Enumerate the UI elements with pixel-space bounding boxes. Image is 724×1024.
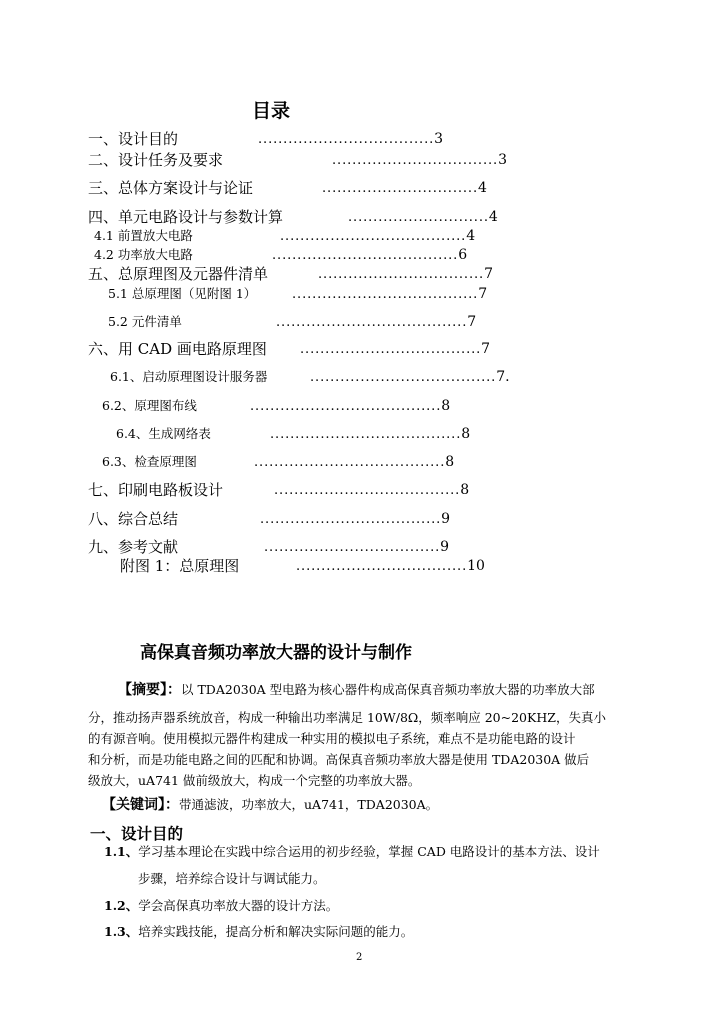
toc-entry-page: 8 — [445, 454, 455, 470]
toc-entry-leader: ......................................7 — [276, 314, 477, 330]
toc-entry-leader: .....................................7. — [310, 369, 510, 385]
toc-entry-label: 六、用 CAD 画电路原理图 — [88, 340, 267, 358]
toc-entry-label: 三、总体方案设计与论证 — [88, 179, 254, 197]
toc-entry-leader: .................................7 — [318, 266, 493, 282]
toc-entry-page: 7 — [478, 286, 488, 302]
toc-entry-page: 8 — [460, 482, 470, 498]
toc-entry-page: 8 — [461, 426, 471, 442]
toc-entry-page: 7 — [467, 314, 477, 330]
toc-entry-page: 6 — [458, 247, 468, 263]
abstract-line: 的有源音响。使用模拟元器件构建成一种实用的模拟电子系统，难点不是功能电路的设计 — [88, 731, 576, 746]
toc-entry-page: 3 — [434, 131, 444, 147]
toc-entry-leader: ....................................9 — [260, 511, 451, 527]
toc-entry-label: 4.2 功率放大电路 — [94, 247, 193, 262]
toc-entry-page: 3 — [498, 152, 507, 168]
toc-entry-label: 四、单元电路设计与参数计算 — [88, 208, 284, 226]
toc-entry-label: 七、印刷电路板设计 — [88, 481, 224, 499]
toc-entry-label: 5.1 总原理图（见附图 1） — [108, 286, 257, 301]
toc-entry-leader: .....................................6 — [272, 247, 468, 263]
toc-entry-label: 4.1 前置放大电路 — [94, 228, 193, 243]
toc-entry-label: 附图 1：总原理图 — [120, 557, 240, 575]
toc-entry-leader: ..................................10 — [296, 558, 485, 574]
list-item: 1.3、培养实践技能，提高分析和解决实际问题的能力。 — [104, 924, 414, 939]
toc-title: 目录 — [252, 100, 291, 122]
toc-entry-leader: ......................................8 — [250, 398, 451, 414]
toc-entry-leader: ...................................9 — [264, 539, 450, 555]
toc-entry-label: 6.3、检查原理图 — [102, 454, 197, 469]
toc-entry-page: 9 — [440, 539, 450, 555]
keywords-line: 【关键词】：带通滤波，功率放大，uA741，TDA2030A。 — [102, 797, 439, 813]
toc-entry-label: 6.2、原理图布线 — [102, 398, 197, 413]
toc-entry-page: 4 — [488, 209, 498, 225]
abstract-line: 分，推动扬声器系统放音，构成一种输出功率满足 10W/8Ω，频率响应 20~20KHZ，失真小 — [88, 710, 606, 725]
toc-entry-leader: ......................................8 — [254, 454, 455, 470]
toc-entry-page: 7 — [484, 266, 493, 282]
toc-entry-label: 八、综合总结 — [88, 510, 179, 528]
toc-entry-leader: ......................................8 — [270, 426, 471, 442]
toc-entry-leader: ....................................7 — [300, 341, 491, 357]
toc-entry-page: 4 — [478, 180, 487, 196]
page-number: 2 — [356, 952, 363, 963]
toc-entry-page: 9 — [441, 511, 451, 527]
toc-entry-label: 九、参考文献 — [88, 538, 179, 556]
toc-entry-page: 7. — [496, 369, 510, 385]
toc-entry-label: 6.4、生成网络表 — [116, 426, 211, 441]
keywords-label: 【关键词】： — [102, 797, 179, 813]
toc-entry-label: 二、设计任务及要求 — [88, 151, 224, 169]
document-title: 高保真音频功率放大器的设计与制作 — [140, 643, 412, 663]
abstract-label: 【摘要】： — [118, 682, 181, 698]
toc-entry-label: 五、总原理图及元器件清单 — [88, 265, 269, 283]
toc-entry-leader: ...................................3 — [258, 131, 444, 147]
toc-entry-leader: .....................................8 — [274, 482, 470, 498]
list-item: 1.1、学习基本理论在实践中综合运用的初步经验，掌握 CAD 电路设计的基本方法、设计 — [104, 844, 600, 859]
toc-entry-label: 5.2 元件清单 — [108, 314, 182, 329]
list-item: 步骤，培养综合设计与调试能力。 — [138, 871, 326, 886]
toc-entry-page: 7 — [481, 341, 491, 357]
toc-entry-leader: ...............................4 — [322, 180, 487, 196]
section-heading: 一、设计目的 — [90, 825, 184, 843]
toc-entry-page: 8 — [441, 398, 451, 414]
toc-entry-leader: .....................................4 — [280, 228, 476, 244]
toc-entry-leader: .....................................7 — [292, 286, 488, 302]
toc-entry-leader: .................................3 — [332, 152, 507, 168]
toc-entry-page: 10 — [467, 558, 485, 574]
toc-entry-page: 4 — [466, 228, 476, 244]
abstract-line: 级放大，uA741 做前级放大，构成一个完整的功率放大器。 — [88, 773, 421, 788]
toc-entry-leader: ............................4 — [348, 209, 498, 225]
toc-entry-label: 6.1、启动原理图设计服务器 — [110, 369, 268, 384]
list-item: 1.2、学会高保真功率放大器的设计方法。 — [104, 898, 339, 913]
abstract-line: 【摘要】：以 TDA2030A 型电路为核心器件构成高保真音频功率放大器的功率放大部 — [118, 682, 595, 698]
toc-entry-label: 一、设计目的 — [88, 130, 179, 148]
abstract-line: 和分析，而是功能电路之间的匹配和协调。高保真音频功率放大器是使用 TDA2030A 做后 — [88, 752, 590, 767]
